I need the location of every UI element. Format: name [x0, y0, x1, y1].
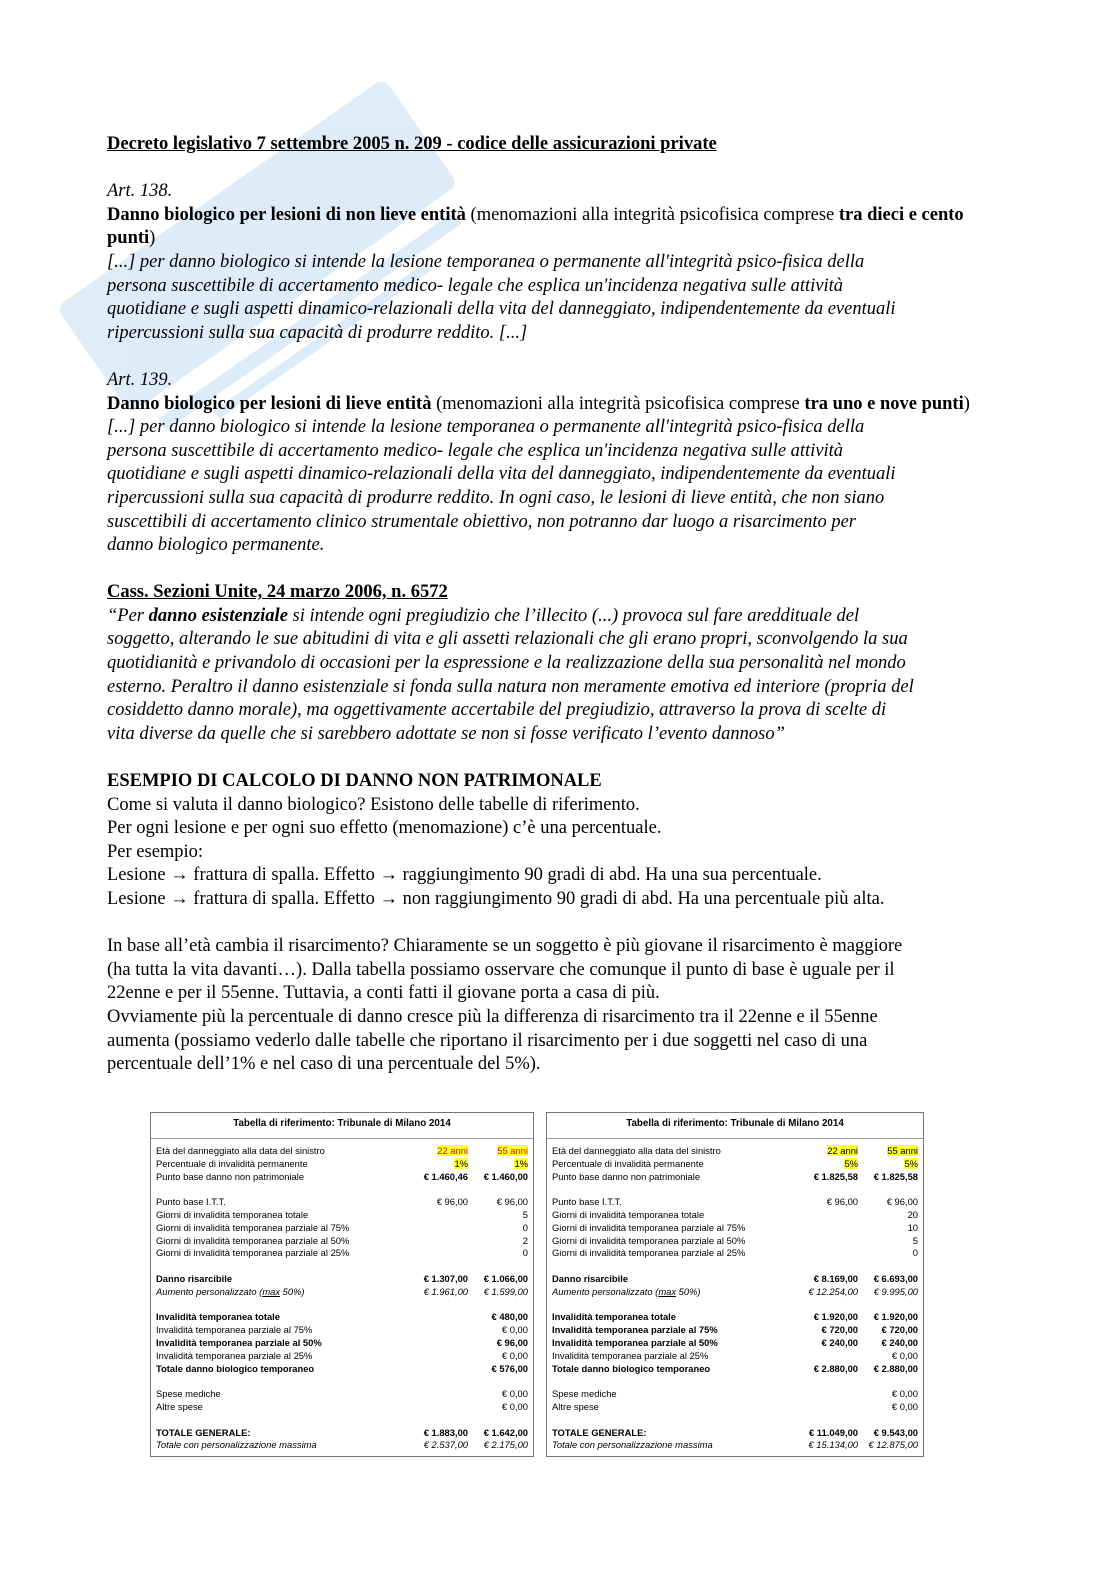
row-label: Totale con personalizzazione massima	[156, 1439, 317, 1451]
table-row	[156, 1324, 528, 1337]
art138-body	[107, 251, 1007, 345]
table-row	[156, 1337, 528, 1350]
art139-line: suscettibili di accertamento clinico strumentale obiettivo, non potranno dar luogo a risarcimento per	[107, 511, 856, 532]
art139-line: ripercussioni sulla sua capacità di produrre reddito. In ogni caso, le lesioni di lieve entità, che non siano	[107, 487, 885, 508]
cassazione-line: esterno. Peraltro il danno esistenziale si fonda sulla natura non meramente emotiva ed interiore (propria del	[107, 676, 914, 697]
table-row	[552, 1324, 918, 1337]
value-55: € 2.175,00	[483, 1439, 528, 1451]
art139-body	[107, 416, 1007, 558]
esempio-line: Ovviamente più la percentuale di danno cresce più la differenza di risarcimento tra il 22enne e il 55enne	[107, 1006, 878, 1027]
art138-number: Art. 138.	[107, 181, 173, 202]
value-22: € 96,00	[436, 1196, 468, 1208]
value-55: 55 anni	[497, 1145, 528, 1156]
row-label: Giorni di invalidità temporanea parziale al 75%	[156, 1221, 350, 1233]
row-label: Età del danneggiato alla data del sinistro	[156, 1145, 325, 1156]
table-row	[552, 1235, 918, 1248]
table-row	[156, 1427, 528, 1440]
value-22: € 8.169,00	[813, 1272, 858, 1284]
table-row	[552, 1158, 918, 1171]
esempio-paragraph	[107, 935, 1007, 1077]
row-label: Invalidità temporanea parziale al 25%	[552, 1349, 709, 1361]
row-label: Punto base danno non patrimoniale	[552, 1170, 701, 1182]
value-55: € 12.875,00	[868, 1439, 918, 1451]
row-label: Invalidità temporanea parziale al 50%	[552, 1336, 718, 1348]
document-body	[107, 133, 1007, 1077]
row-label: Giorni di invalidità temporanea totale	[156, 1208, 309, 1220]
row-label: Punto base I.T.T.	[156, 1196, 226, 1208]
art139-line: quotidiane e sugli aspetti dinamico-relazionali della vita del danneggiato, indipendentemente da eventuali	[107, 464, 896, 485]
row-label: Percentuale di invalidità permanente	[156, 1157, 308, 1169]
table-row	[552, 1388, 918, 1401]
table-row	[552, 1145, 918, 1158]
esempio-line: In base all’età cambia il risarcimento? Chiaramente se un soggetto è più giovane il risarcimento è maggiore	[107, 936, 903, 957]
row-label: Aumento personalizzato (max 50%)	[156, 1285, 305, 1297]
value-22: € 11.049,00	[808, 1426, 858, 1438]
esempio-line: Per ogni lesione e per ogni suo effetto (menomazione) c’è una percentuale.	[107, 818, 662, 839]
value-55: € 0,00	[891, 1400, 918, 1412]
row-label: Giorni di invalidità temporanea parziale al 25%	[552, 1247, 746, 1259]
row-label: Invalidità temporanea parziale al 75%	[156, 1324, 313, 1336]
esempio-line: aumenta (possiamo vederlo dalle tabelle che riportano il risarcimento per i due soggetti nel caso di una	[107, 1030, 868, 1051]
value-22: € 2.880,00	[813, 1362, 858, 1374]
value-55: € 96,00	[496, 1196, 528, 1208]
table-row	[156, 1286, 528, 1299]
row-label: Giorni di invalidità temporanea parziale al 75%	[552, 1221, 746, 1233]
table-row	[156, 1350, 528, 1363]
value-55: € 1.920,00	[873, 1311, 918, 1323]
table-row	[552, 1222, 918, 1235]
value-55: € 0,00	[891, 1388, 918, 1400]
table-row	[156, 1171, 528, 1184]
value-22: € 12.254,00	[808, 1285, 858, 1297]
value-55: € 0,00	[501, 1388, 528, 1400]
value-55: 5	[522, 1208, 528, 1220]
value-55: € 0,00	[891, 1349, 918, 1361]
row-label: Invalidità temporanea parziale al 25%	[156, 1349, 313, 1361]
table-row	[552, 1311, 918, 1324]
cassazione-line: vita diverse da quelle che si sarebbero adottate se non si fosse verificato l’evento dannoso”	[107, 723, 785, 744]
value-55: 0	[522, 1221, 528, 1233]
value-55: € 1.825,58	[873, 1170, 918, 1182]
row-label: Totale danno biologico temporaneo	[156, 1362, 315, 1374]
table-row	[552, 1363, 918, 1376]
value-22: € 1.920,00	[813, 1311, 858, 1323]
row-label: Totale con personalizzazione massima	[552, 1439, 713, 1451]
value-55: 0	[522, 1247, 528, 1259]
value-55: € 6.693,00	[873, 1272, 918, 1284]
value-55: € 96,00	[496, 1336, 528, 1348]
value-55: € 480,00	[491, 1311, 528, 1323]
row-label: Invalidità temporanea totale	[552, 1311, 676, 1323]
value-22: € 15.134,00	[808, 1439, 858, 1451]
row-label: TOTALE GENERALE:	[552, 1426, 647, 1438]
esempio-heading: ESEMPIO DI CALCOLO DI DANNO NON PATRIMONALE	[107, 771, 602, 792]
cassazione-line: cosiddetto danno morale), ma oggettivamente accertabile del pregiudizio, attraverso la prova di scelte di	[107, 700, 887, 721]
table-row	[552, 1286, 918, 1299]
art138-line: quotidiane e sugli aspetti dinamico-relazionali della vita del danneggiato, indipendentemente da eventuali	[107, 299, 896, 320]
value-55: € 720,00	[881, 1324, 918, 1336]
table-row	[552, 1350, 918, 1363]
row-label: Danno risarcibile	[156, 1272, 233, 1284]
esempio-line: (ha tutta la vita davanti…). Dalla tabella possiamo osservare che comunque il punto di base è uguale per il	[107, 959, 895, 980]
value-22: 1%	[454, 1157, 468, 1169]
table-row	[156, 1247, 528, 1260]
row-label: Spese mediche	[156, 1388, 221, 1400]
value-55: 2	[522, 1234, 528, 1246]
row-label: Danno risarcibile	[552, 1272, 629, 1284]
row-label: Altre spese	[156, 1400, 203, 1412]
table-row	[156, 1311, 528, 1324]
value-22: € 2.537,00	[423, 1439, 468, 1451]
value-22: € 1.825,58	[813, 1170, 858, 1182]
row-label: Invalidità temporanea parziale al 75%	[552, 1324, 718, 1336]
row-label: Punto base I.T.T.	[552, 1196, 622, 1208]
esempio-line: Lesione → frattura di spalla. Effetto → non raggiungimento 90 gradi di abd. Ha una percentuale più alta.	[107, 889, 885, 909]
value-55: € 1.599,00	[483, 1285, 528, 1297]
art138-line: [...] per danno biologico si intende la lesione temporanea o permanente all'integrità psico-fisica della	[107, 251, 865, 272]
row-label: TOTALE GENERALE:	[156, 1426, 251, 1438]
value-22: € 96,00	[826, 1196, 858, 1208]
reference-tables	[150, 1112, 926, 1460]
table-row	[156, 1209, 528, 1222]
value-22: € 1.460,46	[423, 1170, 468, 1182]
art139-line: persona suscettibile di accertamento medico- legale che esplica un'incidenza negativa sulle attività	[107, 440, 844, 461]
table-row	[156, 1273, 528, 1286]
table-row	[552, 1337, 918, 1350]
row-label: Altre spese	[552, 1400, 599, 1412]
table-row	[552, 1171, 918, 1184]
table-row	[156, 1363, 528, 1376]
value-22: 22 anni	[437, 1145, 468, 1156]
row-label: Aumento personalizzato (max 50%)	[552, 1285, 701, 1297]
row-label: Età del danneggiato alla data del sinistro	[552, 1145, 721, 1156]
art139-title: Danno biologico per lesioni di lieve entità (menomazioni alla integrità psicofisica comprese tra uno e nove punti)	[107, 393, 970, 414]
value-55: 0	[912, 1247, 918, 1259]
table-title: Tabella di riferimento: Tribunale di Milano 2014	[151, 1113, 533, 1139]
table-row	[552, 1427, 918, 1440]
table-row	[156, 1158, 528, 1171]
art138-line: persona suscettibile di accertamento medico- legale che esplica un'incidenza negativa sulle attività	[107, 275, 844, 296]
value-55: 20	[907, 1208, 918, 1220]
row-label: Totale danno biologico temporaneo	[552, 1362, 711, 1374]
value-55: € 0,00	[501, 1349, 528, 1361]
row-label: Giorni di invalidità temporanea parziale al 50%	[156, 1234, 350, 1246]
table-row	[552, 1196, 918, 1209]
cassazione-line: quotidianità e privandolo di occasioni per la espressione e la realizzazione della sua personalità nel mondo	[107, 653, 906, 674]
table-row	[156, 1145, 528, 1158]
value-55: € 240,00	[881, 1336, 918, 1348]
value-55: € 576,00	[491, 1362, 528, 1374]
value-55: € 2.880,00	[873, 1362, 918, 1374]
value-55: 55 anni	[887, 1145, 918, 1156]
value-55: 1%	[514, 1157, 528, 1169]
value-55: 5%	[904, 1157, 918, 1169]
value-22: € 1.307,00	[423, 1272, 468, 1284]
value-22: € 1.961,00	[423, 1285, 468, 1297]
table-1pct	[150, 1112, 534, 1457]
table-row	[552, 1401, 918, 1414]
row-label: Invalidità temporanea parziale al 50%	[156, 1336, 322, 1348]
table-row	[552, 1273, 918, 1286]
art138-title: Danno biologico per lesioni di non lieve entità (menomazioni alla integrità psicofisica comprese tra dieci e cento punti)	[107, 204, 964, 249]
value-22: € 240,00	[821, 1336, 858, 1348]
cassazione-quote: “Per danno esistenziale si intende ogni pregiudizio che l’illecito (...) provoca sul fare areddituale del soggetto, alterando le sue abitudini di vita e gli assetti relazionali che gli erano propri, sconvolgendo la sua quotidianità e privandolo di occasioni per la espressione e la realizzazione della sua personalità nel mondo esterno. Peraltro il danno esistenziale si fonda sulla natura non meramente emotiva ed interiore (propria del cosiddetto danno morale), ma oggettivamente accertabile del pregiudizio, attraverso la prova di scelte di vita diverse da quelle che si sarebbero adottate se non si fosse verificato l’evento dannoso”	[107, 605, 1007, 747]
cassazione-heading: Cass. Sezioni Unite, 24 marzo 2006, n. 6572	[107, 582, 448, 603]
value-55: € 0,00	[501, 1400, 528, 1412]
art139-line: danno biologico permanente.	[107, 535, 325, 556]
art139-number: Art. 139.	[107, 369, 173, 390]
value-22: 5%	[844, 1157, 858, 1169]
row-label: Giorni di invalidità temporanea parziale al 50%	[552, 1234, 746, 1246]
value-55: € 1.642,00	[483, 1426, 528, 1438]
table-title: Tabella di riferimento: Tribunale di Milano 2014	[547, 1113, 923, 1139]
row-label: Spese mediche	[552, 1388, 617, 1400]
cassazione-line: soggetto, alterando le sue abitudini di vita e gli assetti relazionali che gli erano propri, sconvolgendo la sua	[107, 629, 908, 650]
esempio-line: 22enne e per il 55enne. Tuttavia, a conti fatti il giovane porta a casa di più.	[107, 983, 660, 1004]
row-label: Punto base danno non patrimoniale	[156, 1170, 305, 1182]
table-row	[156, 1388, 528, 1401]
value-55: € 9.543,00	[873, 1426, 918, 1438]
table-row	[552, 1209, 918, 1222]
value-55: 10	[907, 1221, 918, 1233]
table-row	[552, 1439, 918, 1452]
esempio-line: Per esempio:	[107, 841, 204, 862]
row-label: Invalidità temporanea totale	[156, 1311, 280, 1323]
table-row	[156, 1439, 528, 1452]
art138-line: ripercussioni sulla sua capacità di produrre reddito. [...]	[107, 322, 528, 343]
row-label: Percentuale di invalidità permanente	[552, 1157, 704, 1169]
value-55: € 96,00	[886, 1196, 918, 1208]
value-22: 22 anni	[827, 1145, 858, 1156]
value-55: € 1.460,00	[483, 1170, 528, 1182]
row-label: Giorni di invalidità temporanea totale	[552, 1208, 705, 1220]
value-55: € 0,00	[501, 1324, 528, 1336]
value-22: € 720,00	[821, 1324, 858, 1336]
table-row	[156, 1235, 528, 1248]
esempio-text	[107, 794, 1007, 912]
value-55: € 1.066,00	[483, 1272, 528, 1284]
esempio-line: Lesione → frattura di spalla. Effetto → raggiungimento 90 gradi di abd. Ha una sua percentuale.	[107, 865, 822, 886]
value-22: € 1.883,00	[423, 1426, 468, 1438]
table-row	[156, 1196, 528, 1209]
table-5pct	[546, 1112, 924, 1457]
table-row	[552, 1247, 918, 1260]
row-label: Giorni di invalidità temporanea parziale al 25%	[156, 1247, 350, 1259]
esempio-line: percentuale dell’1% e nel caso di una percentuale del 5%).	[107, 1054, 541, 1075]
table-row	[156, 1222, 528, 1235]
art139-line: [...] per danno biologico si intende la lesione temporanea o permanente all'integrità psico-fisica della	[107, 417, 865, 438]
table-row	[156, 1401, 528, 1414]
document-title: Decreto legislativo 7 settembre 2005 n. 209 - codice delle assicurazioni private	[107, 134, 717, 154]
value-55: € 9.995,00	[873, 1285, 918, 1297]
esempio-line: Come si valuta il danno biologico? Esistono delle tabelle di riferimento.	[107, 794, 640, 815]
value-55: 5	[912, 1234, 918, 1246]
